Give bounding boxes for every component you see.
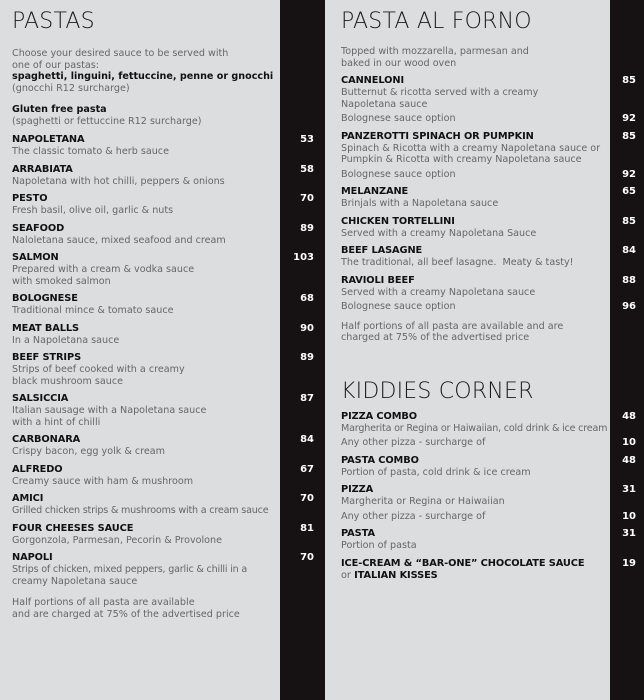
half-portion-note <box>341 321 636 344</box>
item-desc: In a Napoletana sauce <box>12 334 120 346</box>
item-price: 87 <box>300 393 314 404</box>
item-price: 84 <box>300 434 314 445</box>
item-name: ICE-CREAM & “BAR-ONE” CHOCOLATE SAUCE <box>341 557 585 569</box>
item-price: 88 <box>622 274 636 286</box>
section-title: PASTAS <box>12 9 95 34</box>
gluten-note: (spaghetti or fettuccine R12 surcharge) <box>12 115 202 127</box>
item-price: 85 <box>622 75 636 86</box>
option-price: 92 <box>622 168 636 180</box>
option-label: Bolognese sauce option <box>341 301 456 312</box>
menu-item <box>12 552 317 587</box>
item-price: 67 <box>300 463 314 475</box>
item-desc: creamy Napoletana sauce <box>12 575 138 587</box>
intro-text: Topped with mozzarella, parmesan and <box>341 46 529 57</box>
al-forno-section <box>341 0 636 582</box>
half-portion-note <box>12 597 317 620</box>
menu-item <box>341 558 636 582</box>
item-desc: Crispy bacon, egg yolk & cream <box>12 446 166 457</box>
pastas-section <box>12 0 317 620</box>
item-price: 84 <box>622 245 636 256</box>
option-price: 10 <box>622 510 636 522</box>
option-label: Any other pizza - surcharge of <box>341 437 486 448</box>
item-name: PASTA <box>341 528 375 539</box>
item-desc: Italian sausage with a Napoletana sauce <box>12 405 207 416</box>
menu-item <box>12 434 317 458</box>
item-price: 53 <box>300 134 314 145</box>
menu-item <box>341 275 636 313</box>
item-price: 58 <box>300 163 314 175</box>
menu-item <box>341 131 636 181</box>
menu-item <box>12 252 317 287</box>
item-name: ALFREDO <box>12 463 63 475</box>
section-title: PASTA AL FORNO <box>341 9 532 34</box>
item-desc: Portion of pasta <box>341 540 417 551</box>
item-desc: Gorgonzola, Parmesan, Pecorin & Provolone <box>12 534 223 546</box>
item-desc: Margherita or Regina or Haiwaiian, cold drink & ice cream <box>341 422 608 434</box>
kiddies-section <box>341 411 636 582</box>
item-name: MELANZANE <box>341 186 409 197</box>
menu-item <box>341 411 636 449</box>
item-price: 70 <box>300 493 314 504</box>
pastas-intro <box>12 48 317 94</box>
menu-item <box>341 186 636 210</box>
item-price: 89 <box>300 222 314 234</box>
item-desc: with smoked salmon <box>12 275 111 287</box>
item-desc: Butternut & ricotta served with a creamy <box>341 87 539 98</box>
menu-item <box>12 164 317 188</box>
item-name: CARBONARA <box>12 434 81 445</box>
item-price: 103 <box>293 252 314 263</box>
item-desc: Margherita or Regina or Haiwaiian <box>341 496 505 507</box>
item-name: MEAT BALLS <box>12 322 79 334</box>
item-option <box>341 511 636 523</box>
item-desc: with a hint of chilli <box>12 416 101 428</box>
item-price: 48 <box>622 410 636 422</box>
menu-item <box>341 484 636 522</box>
item-price: 81 <box>300 522 314 534</box>
menu-item <box>12 134 317 158</box>
intro-text: baked in our wood oven <box>341 57 457 69</box>
item-option <box>341 301 636 313</box>
menu-item <box>12 223 317 247</box>
item-desc: Traditional mince & tomato sauce <box>12 305 174 316</box>
item-desc: The classic tomato & herb sauce <box>12 146 169 157</box>
menu-item <box>341 455 636 479</box>
gluten-free-block <box>12 104 317 127</box>
item-price: 85 <box>622 215 636 227</box>
item-name: SALSICCIA <box>12 393 69 404</box>
item-desc: Strips of beef cooked with a creamy <box>12 364 185 375</box>
item-desc: Served with a creamy Napoletana sauce <box>341 286 536 298</box>
menu-item <box>341 216 636 240</box>
item-desc: Napoletana with hot chilli, peppers & onions <box>12 175 225 187</box>
option-price: 92 <box>622 113 636 124</box>
note-text: and are charged at 75% of the advertised price <box>12 608 240 620</box>
item-desc: Pumpkin & Ricotta with creamy Napoletana sauce <box>341 154 582 165</box>
item-name: BEEF LASAGNE <box>341 245 423 256</box>
menu-item <box>12 523 317 547</box>
item-name: FOUR CHEESES SAUCE <box>12 522 134 534</box>
option-label: Bolognese sauce option <box>341 168 456 180</box>
note-text: charged at 75% of the advertised price <box>341 332 530 343</box>
option-label: Bolognese sauce option <box>341 113 456 124</box>
menu-item <box>12 352 317 387</box>
option-label: Any other pizza - surcharge of <box>341 510 486 522</box>
menu-item <box>12 293 317 317</box>
item-name: PASTA COMBO <box>341 454 419 466</box>
item-price: 31 <box>622 528 636 539</box>
item-desc: The traditional, all beef lasagne. Meaty & tasty! <box>341 257 574 268</box>
option-price: 96 <box>622 301 636 312</box>
item-price: 31 <box>622 484 636 495</box>
menu-item <box>12 323 317 347</box>
menu-item <box>341 528 636 552</box>
item-name: BEEF STRIPS <box>12 352 82 363</box>
menu-item <box>12 393 317 428</box>
item-name: RAVIOLI BEEF <box>341 274 415 286</box>
item-desc: Creamy sauce with ham & mushroom <box>12 475 194 487</box>
item-name: NAPOLI <box>12 552 53 563</box>
item-name: CANNELONI <box>341 75 405 86</box>
item-name: PESTO <box>12 193 48 204</box>
item-price: 48 <box>622 454 636 466</box>
item-desc: Spinach & Ricotta with a creamy Napoletana sauce or <box>341 142 601 154</box>
item-desc: Portion of pasta, cold drink & ice cream <box>341 466 531 478</box>
item-price: 19 <box>622 557 636 569</box>
option-price: 10 <box>622 437 636 448</box>
menu-item <box>12 493 317 517</box>
menu-item <box>12 193 317 217</box>
item-desc: Brinjals with a Napoletana sauce <box>341 198 499 209</box>
item-desc: Naloletana sauce, mixed seafood and cream <box>12 234 226 246</box>
item-option <box>341 169 636 181</box>
item-name: SALMON <box>12 252 59 263</box>
section-title-kiddies: KIDDIES CORNER <box>341 378 534 404</box>
or-text: or <box>341 569 351 581</box>
note-text: Half portions of all pasta are available <box>12 597 195 608</box>
item-name: PIZZA <box>341 484 374 495</box>
item-name: SEAFOOD <box>12 222 65 234</box>
item-price: 68 <box>300 293 314 304</box>
item-name-alt: ITALIAN KISSES <box>354 569 438 581</box>
item-desc: Napoletana sauce <box>341 98 428 110</box>
menu-item <box>341 245 636 269</box>
item-option <box>341 437 636 449</box>
item-desc: Fresh basil, olive oil, garlic & nuts <box>12 205 174 216</box>
item-desc: Grilled chicken strips & mushrooms with a cream sauce <box>12 505 269 516</box>
pasta-types: spaghetti, linguini, fettuccine, penne or gnocchi <box>12 71 274 82</box>
item-desc: Strips of chicken, mixed peppers, garlic & chilli in a <box>12 564 248 575</box>
item-desc: black mushroom sauce <box>12 375 124 387</box>
menu-item <box>341 75 636 125</box>
item-price: 90 <box>300 322 314 334</box>
item-price: 89 <box>300 352 314 363</box>
item-name: AMICI <box>12 493 44 504</box>
item-name: NAPOLETANA <box>12 134 85 145</box>
note-text: Half portions of all pasta are available and are <box>341 320 564 332</box>
item-price: 70 <box>300 193 314 204</box>
item-desc: Prepared with a cream & vodka sauce <box>12 264 195 275</box>
intro-text: Choose your desired sauce to be served with <box>12 48 229 59</box>
al-forno-intro <box>341 46 636 69</box>
item-desc: Served with a creamy Napoletana Sauce <box>341 227 537 239</box>
item-name: PANZEROTTI SPINACH OR PUMPKIN <box>341 130 534 142</box>
item-price: 70 <box>300 552 314 563</box>
intro-text: one of our pastas: <box>12 59 99 71</box>
menu-item <box>12 464 317 488</box>
item-name: PIZZA COMBO <box>341 410 417 422</box>
item-name: BOLOGNESE <box>12 293 78 304</box>
item-name: CHICKEN TORTELLINI <box>341 215 455 227</box>
item-price: 85 <box>622 130 636 142</box>
gluten-title: Gluten free pasta <box>12 104 107 115</box>
gnocchi-note: (gnocchi R12 surcharge) <box>12 82 130 94</box>
item-option <box>341 113 636 125</box>
item-name: ARRABIATA <box>12 163 73 175</box>
item-price: 65 <box>622 186 636 197</box>
